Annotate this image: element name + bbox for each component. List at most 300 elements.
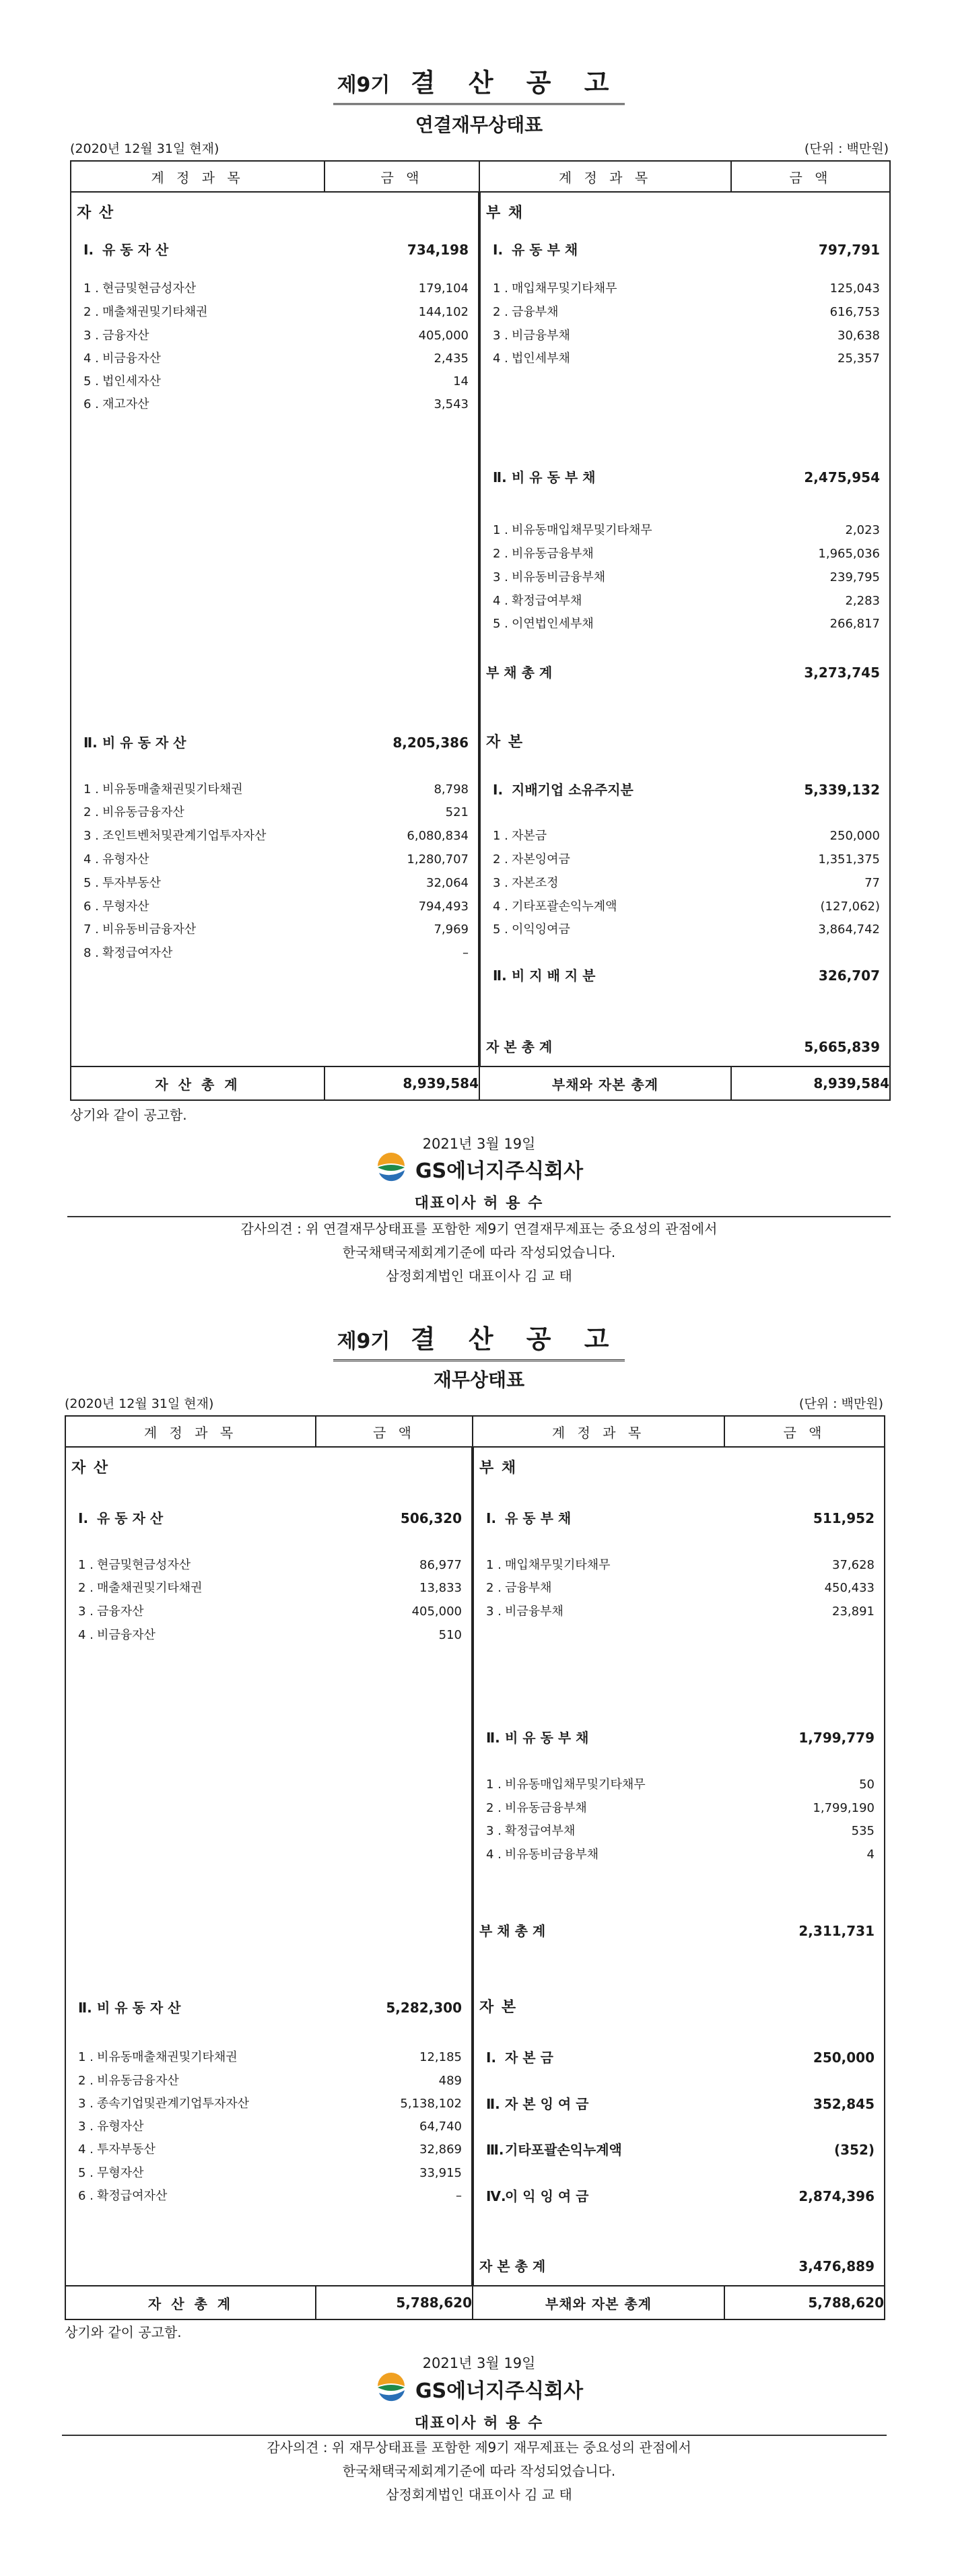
account-amount: (352) bbox=[833, 2142, 875, 2158]
account-amount: 2,435 bbox=[434, 351, 469, 366]
account-line bbox=[71, 373, 478, 391]
account-number: Ⅱ. bbox=[493, 469, 507, 485]
total-liab-equity-label: 부채와 자본 총계 bbox=[479, 1066, 731, 1100]
table-body-row bbox=[71, 192, 890, 1066]
notice-title bbox=[0, 1318, 958, 1361]
account-amount: 64,740 bbox=[419, 2120, 462, 2134]
account-line bbox=[474, 1460, 884, 1477]
account-line bbox=[66, 1603, 471, 1621]
account-number: 4 . bbox=[493, 351, 508, 366]
account-line bbox=[474, 1846, 884, 1864]
account-number: 1 . bbox=[486, 1777, 502, 1792]
header-amount-left: 금 액 bbox=[324, 161, 479, 192]
account-label: 자 본 총 계 bbox=[479, 2258, 546, 2274]
account-number: 6 . bbox=[78, 2189, 94, 2203]
account-line bbox=[474, 1603, 884, 1621]
account-number: Ⅰ. bbox=[486, 2049, 497, 2066]
account-amount: 5,665,839 bbox=[804, 1039, 880, 1055]
account-amount: 179,104 bbox=[418, 281, 469, 296]
account-amount: 1,799,190 bbox=[813, 1801, 875, 1815]
account-label: 무형자산 bbox=[102, 900, 149, 914]
gs-logo-icon bbox=[375, 1153, 407, 1185]
account-label: 금융부채 bbox=[505, 1581, 552, 1595]
account-amount: 352,845 bbox=[813, 2096, 875, 2112]
account-label: 금융부채 bbox=[512, 305, 559, 319]
liabilities-equity-column bbox=[481, 193, 889, 1066]
account-label: 부 채 총 계 bbox=[486, 665, 553, 681]
account-line bbox=[71, 827, 478, 845]
account-amount: 8,798 bbox=[434, 782, 469, 796]
account-label: 비금융부채 bbox=[505, 1604, 563, 1619]
account-amount: – bbox=[456, 2189, 462, 2203]
account-label: 비유동매입채무및기타채무 bbox=[512, 523, 652, 537]
account-number: 4 . bbox=[493, 594, 508, 608]
account-label: 매출채권및기타채권 bbox=[97, 1581, 203, 1595]
gs-logo-icon bbox=[375, 2373, 407, 2405]
account-number: 5 . bbox=[83, 374, 99, 388]
account-number: 8 . bbox=[83, 946, 99, 960]
account-label: 유형자산 bbox=[97, 2120, 144, 2134]
account-label: 비 유 동 부 채 bbox=[512, 469, 596, 485]
account-label: 유형자산 bbox=[102, 852, 149, 867]
total-liab-equity-amount: 8,939,584 bbox=[731, 1066, 890, 1100]
table-body-row bbox=[65, 1447, 885, 2286]
account-number: 1 . bbox=[78, 1558, 94, 1572]
account-line bbox=[71, 241, 478, 259]
account-label: 비금융자산 bbox=[102, 351, 161, 366]
company-name: GS에너지주식회사 bbox=[415, 2379, 584, 2403]
notice-separate bbox=[0, 1293, 958, 2572]
account-number: 3 . bbox=[486, 1604, 502, 1619]
account-line bbox=[71, 327, 478, 345]
total-assets-amount: 8,939,584 bbox=[324, 1066, 479, 1100]
account-number: 2 . bbox=[486, 1801, 502, 1815]
account-label: 기타포괄손익누계액 bbox=[505, 2142, 622, 2158]
account-label: 이연법인세부채 bbox=[512, 617, 594, 631]
account-number: 7 . bbox=[83, 922, 99, 937]
account-label: 자 산 bbox=[71, 1460, 110, 1477]
account-line bbox=[481, 469, 889, 486]
account-label: 비유동비금융부채 bbox=[512, 570, 606, 584]
account-number: 4 . bbox=[78, 1628, 94, 1642]
account-amount: 1,351,375 bbox=[818, 852, 880, 867]
title-main: 결 산 공 고 bbox=[410, 1324, 621, 1354]
account-amount: 734,198 bbox=[407, 242, 469, 258]
account-label: 재고자산 bbox=[102, 397, 149, 411]
account-number: 5 . bbox=[493, 617, 508, 631]
account-label: 투자부동산 bbox=[97, 2142, 156, 2157]
table-total-row bbox=[71, 1066, 890, 1100]
account-line bbox=[481, 205, 889, 222]
account-amount: 2,023 bbox=[845, 523, 880, 537]
account-amount: 511,952 bbox=[813, 1510, 875, 1526]
title-term: 제9기 bbox=[337, 73, 390, 97]
account-label: 부 채 총 계 bbox=[479, 1923, 546, 1939]
account-number: 4 . bbox=[83, 852, 99, 867]
account-label: 자 본 금 bbox=[505, 2049, 553, 2066]
account-line bbox=[481, 898, 889, 916]
account-amount: 77 bbox=[864, 876, 880, 890]
unit-label: (단위 : 백만원) bbox=[804, 141, 889, 156]
account-label: 비 유 동 자 산 bbox=[97, 2000, 181, 2016]
account-label: 금융자산 bbox=[97, 1604, 144, 1619]
account-number: Ⅲ. bbox=[486, 2142, 504, 2158]
audit-opinion bbox=[0, 1217, 958, 1288]
account-label: 확정급여자산 bbox=[102, 946, 173, 960]
account-amount: 250,000 bbox=[813, 2049, 875, 2066]
account-amount: 33,915 bbox=[419, 2166, 462, 2180]
account-amount: 326,707 bbox=[818, 968, 880, 984]
account-number: Ⅱ. bbox=[493, 968, 507, 984]
account-number: 3 . bbox=[78, 2097, 94, 2111]
audit-line-3: 삼정회계법인 대표이사 김 교 태 bbox=[386, 2486, 572, 2503]
account-number: 1 . bbox=[486, 1558, 502, 1572]
account-label: 비유동금융부채 bbox=[505, 1801, 587, 1815]
account-line bbox=[71, 280, 478, 298]
account-number: 2 . bbox=[493, 547, 508, 561]
account-number: 4 . bbox=[493, 900, 508, 914]
account-line bbox=[474, 1999, 884, 2016]
account-line bbox=[71, 350, 478, 368]
account-line bbox=[474, 2049, 884, 2066]
account-number: Ⅰ. bbox=[78, 1510, 89, 1526]
account-line bbox=[481, 545, 889, 563]
account-number: 1 . bbox=[78, 2050, 94, 2064]
account-label: 비 유 동 부 채 bbox=[505, 1730, 589, 1746]
account-number: 5 . bbox=[78, 2166, 94, 2180]
account-line bbox=[66, 1999, 471, 2016]
account-label: 유 동 자 산 bbox=[102, 242, 169, 258]
account-label: 자 본 bbox=[479, 1999, 518, 2016]
account-number: Ⅰ. bbox=[486, 1510, 497, 1526]
account-label: 이 익 잉 여 금 bbox=[505, 2188, 589, 2204]
account-amount: 144,102 bbox=[418, 305, 469, 319]
account-number: 3 . bbox=[493, 876, 508, 890]
account-number: 2 . bbox=[83, 305, 99, 319]
account-line bbox=[481, 827, 889, 845]
account-label: 비유동금융부채 bbox=[512, 547, 594, 561]
header-amount-right: 금 액 bbox=[724, 1416, 885, 1447]
account-amount: 1,799,779 bbox=[798, 1730, 875, 1746]
account-amount: 3,273,745 bbox=[804, 665, 880, 681]
account-label: 현금및현금성자산 bbox=[97, 1558, 191, 1572]
account-line bbox=[71, 781, 478, 799]
account-label: 유 동 자 산 bbox=[97, 1510, 164, 1526]
account-line bbox=[481, 967, 889, 984]
account-label: 지배기업 소유주지분 bbox=[512, 782, 634, 798]
audit-line-1: 감사의견 : 위 재무상태표를 포함한 제9기 재무제표는 중요성의 관점에서 bbox=[267, 2439, 691, 2455]
account-label: 비유동금융자산 bbox=[97, 2074, 179, 2088]
announcement-date: 2021년 3월 19일 bbox=[422, 2355, 536, 2371]
account-amount: 5,339,132 bbox=[804, 782, 880, 798]
account-amount: 616,753 bbox=[829, 305, 880, 319]
company-name: GS에너지주식회사 bbox=[415, 1159, 584, 1183]
account-label: 이익잉여금 bbox=[512, 922, 570, 937]
account-label: 현금및현금성자산 bbox=[102, 281, 197, 296]
account-number: Ⅱ. bbox=[78, 2000, 92, 2016]
assets-column bbox=[71, 193, 478, 1066]
account-amount: 794,493 bbox=[418, 900, 469, 914]
header-account-left: 계 정 과 목 bbox=[71, 161, 324, 192]
account-line bbox=[481, 350, 889, 368]
account-amount: 4 bbox=[866, 1848, 875, 1862]
total-liab-equity-amount: 5,788,620 bbox=[724, 2286, 885, 2319]
total-assets-label: 자 산 총 계 bbox=[71, 1066, 324, 1100]
account-line bbox=[481, 851, 889, 869]
account-line bbox=[481, 569, 889, 586]
account-line bbox=[66, 2095, 471, 2113]
account-amount: 2,475,954 bbox=[804, 469, 880, 485]
account-amount: 1,965,036 bbox=[818, 547, 880, 561]
account-number: 1 . bbox=[83, 782, 99, 796]
account-amount: 450,433 bbox=[824, 1581, 875, 1595]
announcement-date: 2021년 3월 19일 bbox=[422, 1136, 536, 1152]
account-line bbox=[474, 2258, 884, 2275]
ceo-name: 대표이사 허 용 수 bbox=[414, 1195, 544, 1212]
announcement-statement: 상기와 같이 공고함. bbox=[70, 1107, 187, 1123]
account-label: 자 본 총 계 bbox=[486, 1039, 553, 1055]
account-line bbox=[66, 1510, 471, 1527]
account-amount: 14 bbox=[453, 374, 469, 388]
account-line bbox=[481, 280, 889, 298]
account-number: 2 . bbox=[78, 1581, 94, 1595]
account-label: 법인세부채 bbox=[512, 351, 570, 366]
account-line bbox=[66, 2141, 471, 2159]
account-amount: 3,543 bbox=[434, 397, 469, 411]
as-of-date: (2020년 12월 31일 현재) bbox=[70, 141, 219, 156]
account-number: 3 . bbox=[78, 1604, 94, 1619]
announcement-statement: 상기와 같이 공고함. bbox=[65, 2324, 182, 2340]
account-amount: – bbox=[463, 946, 469, 960]
account-line bbox=[71, 804, 478, 821]
account-line bbox=[66, 2165, 471, 2182]
account-label: 법인세자산 bbox=[102, 374, 161, 388]
account-number: 2 . bbox=[493, 305, 508, 319]
account-label: 투자부동산 bbox=[102, 876, 161, 890]
company-block bbox=[0, 1153, 958, 1185]
account-amount: 12,185 bbox=[419, 2050, 462, 2064]
account-line bbox=[66, 2188, 471, 2205]
account-label: 자 본 bbox=[486, 734, 524, 751]
account-line bbox=[71, 396, 478, 413]
account-amount: (127,062) bbox=[820, 900, 880, 914]
account-label: 자본조정 bbox=[512, 876, 559, 890]
account-amount: 3,864,742 bbox=[818, 922, 880, 937]
account-number: Ⅰ. bbox=[493, 242, 504, 258]
account-amount: 13,833 bbox=[419, 1581, 462, 1595]
account-label: 비유동비금융부채 bbox=[505, 1848, 599, 1862]
company-block bbox=[0, 2373, 958, 2405]
account-line bbox=[66, 2072, 471, 2090]
account-amount: 37,628 bbox=[832, 1558, 875, 1572]
account-amount: 5,282,300 bbox=[386, 2000, 462, 2016]
account-line bbox=[481, 327, 889, 345]
account-number: 1 . bbox=[493, 523, 508, 537]
account-number: Ⅳ. bbox=[486, 2188, 506, 2204]
account-number: 1 . bbox=[493, 281, 508, 296]
header-account-right: 계 정 과 목 bbox=[479, 161, 731, 192]
account-label: 비금융부채 bbox=[512, 329, 570, 343]
account-label: 매출채권및기타채권 bbox=[102, 305, 208, 319]
account-number: 5 . bbox=[493, 922, 508, 937]
account-line bbox=[474, 1800, 884, 1817]
account-number: Ⅰ. bbox=[83, 242, 94, 258]
account-label: 비유동금융자산 bbox=[102, 805, 184, 819]
total-assets-amount: 5,788,620 bbox=[316, 2286, 473, 2319]
account-line bbox=[481, 781, 889, 799]
account-number: 1 . bbox=[493, 829, 508, 843]
account-line bbox=[71, 205, 478, 222]
statement-subtitle: 연결재무상태표 bbox=[415, 114, 543, 136]
account-amount: 510 bbox=[438, 1628, 462, 1642]
account-line bbox=[71, 875, 478, 892]
header-account-left: 계 정 과 목 bbox=[65, 1416, 316, 1447]
audit-line-1: 감사의견 : 위 연결재무상태표를 포함한 제9기 연결재무제표는 중요성의 관점에서 bbox=[240, 1221, 718, 1237]
account-number: 2 . bbox=[78, 2074, 94, 2088]
account-line bbox=[481, 921, 889, 939]
account-amount: 489 bbox=[438, 2074, 462, 2088]
account-amount: 6,080,834 bbox=[407, 829, 469, 843]
account-label: 자 본 잉 여 금 bbox=[505, 2096, 589, 2112]
balance-sheet-table bbox=[65, 1415, 885, 2320]
statement-subtitle: 재무상태표 bbox=[433, 1369, 525, 1391]
account-number: 4 . bbox=[78, 2142, 94, 2157]
account-label: 비유동매출채권및기타채권 bbox=[102, 782, 243, 796]
account-amount: 23,891 bbox=[832, 1604, 875, 1619]
account-amount: 50 bbox=[859, 1777, 875, 1792]
account-amount: 405,000 bbox=[411, 1604, 462, 1619]
total-liab-equity-label: 부채와 자본 총계 bbox=[473, 2286, 724, 2319]
account-label: 자 산 bbox=[77, 205, 115, 222]
account-line bbox=[474, 2188, 884, 2205]
ceo-name: 대표이사 허 용 수 bbox=[414, 2415, 544, 2432]
account-label: 매입채무및기타채무 bbox=[505, 1558, 611, 1572]
table-header-row bbox=[71, 161, 890, 192]
header-amount-left: 금 액 bbox=[316, 1416, 473, 1447]
account-amount: 506,320 bbox=[400, 1510, 462, 1526]
account-amount: 266,817 bbox=[829, 617, 880, 631]
account-line bbox=[66, 1627, 471, 1644]
account-line bbox=[474, 1776, 884, 1794]
audit-opinion bbox=[0, 2436, 958, 2507]
account-number: Ⅱ. bbox=[83, 735, 98, 751]
account-label: 비유동매출채권및기타채권 bbox=[97, 2050, 238, 2064]
account-amount: 32,869 bbox=[419, 2142, 462, 2157]
account-amount: 86,977 bbox=[419, 1558, 462, 1572]
account-line bbox=[481, 664, 889, 681]
account-number: 1 . bbox=[83, 281, 99, 296]
account-amount: 3,476,889 bbox=[798, 2258, 875, 2274]
table-header-row bbox=[65, 1416, 885, 1447]
account-line bbox=[71, 898, 478, 916]
account-label: 확정급여자산 bbox=[97, 2189, 168, 2203]
account-line bbox=[66, 2118, 471, 2136]
title-main: 결 산 공 고 bbox=[410, 68, 621, 98]
account-label: 유 동 부 채 bbox=[512, 242, 578, 258]
account-amount: 250,000 bbox=[829, 829, 880, 843]
account-label: 부 채 bbox=[486, 205, 524, 222]
total-assets-label: 자 산 총 계 bbox=[65, 2286, 316, 2319]
account-line bbox=[474, 1580, 884, 1597]
account-line bbox=[474, 2095, 884, 2113]
audit-line-3: 삼정회계법인 대표이사 김 교 태 bbox=[386, 1268, 572, 1284]
account-amount: 521 bbox=[445, 805, 469, 819]
account-line bbox=[71, 304, 478, 321]
account-label: 비 유 동 자 산 bbox=[102, 735, 186, 751]
balance-sheet-table bbox=[70, 160, 891, 1101]
account-number: 2 . bbox=[83, 805, 99, 819]
account-label: 유 동 부 채 bbox=[505, 1510, 572, 1526]
account-label: 확정급여부채 bbox=[505, 1824, 576, 1838]
account-label: 비유동비금융자산 bbox=[102, 922, 197, 937]
account-line bbox=[71, 921, 478, 939]
account-amount: 239,795 bbox=[829, 570, 880, 584]
account-amount: 5,138,102 bbox=[400, 2097, 462, 2111]
account-number: 6 . bbox=[83, 900, 99, 914]
account-amount: 2,283 bbox=[845, 594, 880, 608]
account-label: 무형자산 bbox=[97, 2166, 144, 2180]
account-number: 2 . bbox=[493, 852, 508, 867]
account-amount: 8,205,386 bbox=[392, 735, 469, 751]
account-amount: 2,311,731 bbox=[798, 1923, 875, 1939]
table-total-row bbox=[65, 2286, 885, 2319]
notice-title bbox=[0, 62, 958, 105]
assets-column bbox=[66, 1448, 471, 2285]
account-line bbox=[474, 1823, 884, 1840]
account-number: 6 . bbox=[83, 397, 99, 411]
title-term: 제9기 bbox=[337, 1330, 390, 1353]
account-number: Ⅱ. bbox=[486, 2096, 500, 2112]
header-account-right: 계 정 과 목 bbox=[473, 1416, 724, 1447]
account-line bbox=[474, 1557, 884, 1574]
account-number: 4 . bbox=[486, 1848, 502, 1862]
account-number: 3 . bbox=[83, 329, 99, 343]
account-amount: 2,874,396 bbox=[798, 2188, 875, 2204]
account-number: Ⅰ. bbox=[493, 782, 504, 798]
account-label: 자본잉여금 bbox=[512, 852, 570, 867]
account-line bbox=[481, 522, 889, 539]
account-number: Ⅱ. bbox=[486, 1730, 500, 1746]
account-number: 5 . bbox=[83, 876, 99, 890]
account-line bbox=[481, 875, 889, 892]
account-line bbox=[481, 241, 889, 259]
account-label: 비금융자산 bbox=[97, 1628, 156, 1642]
account-label: 비 지 배 지 분 bbox=[512, 968, 596, 984]
account-line bbox=[474, 2141, 884, 2159]
audit-line-2: 한국채택국제회계기준에 따라 작성되었습니다. bbox=[342, 1244, 616, 1260]
liabilities-equity-column bbox=[474, 1448, 884, 2285]
header-amount-right: 금 액 bbox=[731, 161, 890, 192]
account-label: 자본금 bbox=[512, 829, 547, 843]
account-line bbox=[481, 1038, 889, 1056]
account-amount: 1,280,707 bbox=[407, 852, 469, 867]
account-number: 2 . bbox=[486, 1581, 502, 1595]
account-number: 3 . bbox=[83, 829, 99, 843]
account-number: 3 . bbox=[493, 570, 508, 584]
account-line bbox=[481, 304, 889, 321]
account-line bbox=[66, 2049, 471, 2066]
as-of-date: (2020년 12월 31일 현재) bbox=[65, 1396, 214, 1411]
account-line bbox=[66, 1580, 471, 1597]
notice-consolidated bbox=[0, 0, 958, 1286]
account-number: 3 . bbox=[493, 329, 508, 343]
account-line bbox=[71, 734, 478, 751]
account-line bbox=[474, 1729, 884, 1747]
account-line bbox=[481, 734, 889, 751]
account-amount: 535 bbox=[851, 1824, 875, 1838]
account-amount: 32,064 bbox=[426, 876, 469, 890]
account-line bbox=[71, 945, 478, 962]
